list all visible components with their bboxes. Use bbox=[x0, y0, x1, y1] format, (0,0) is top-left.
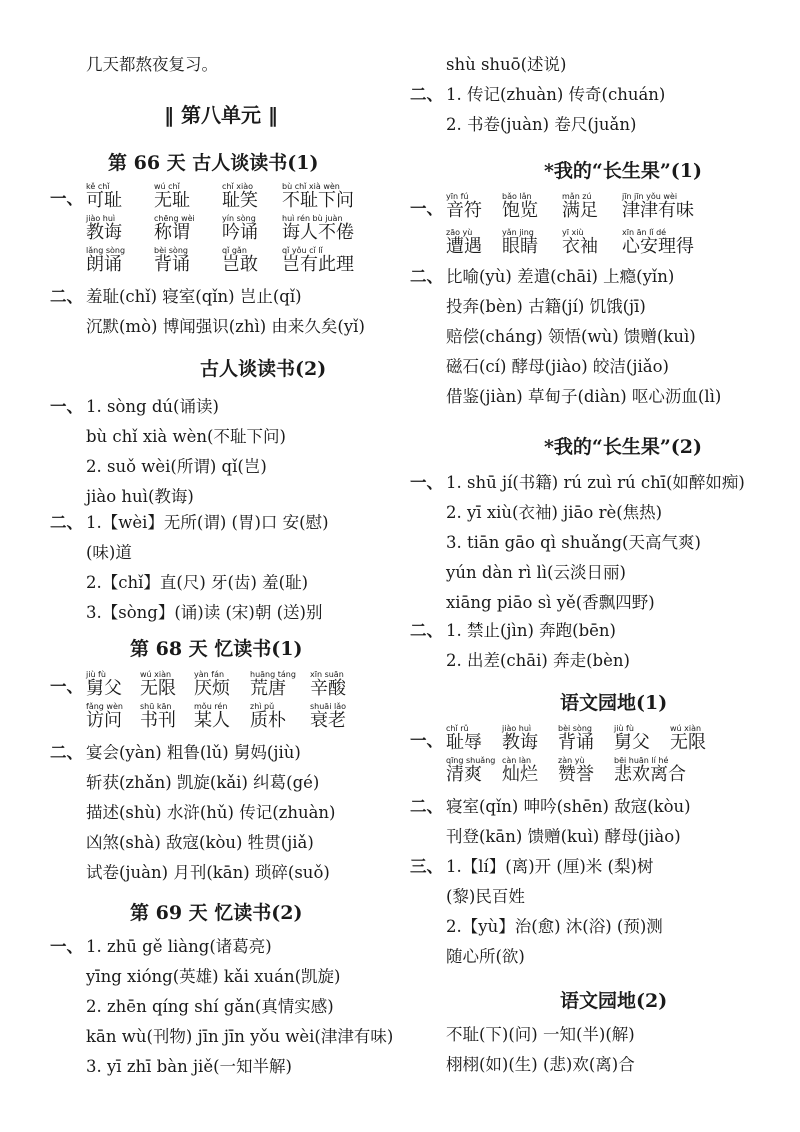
vocab-word: 岂有此理 bbox=[282, 254, 354, 275]
question-marker: 二、 bbox=[410, 797, 443, 816]
unit-title: ‖ 第八单元 ‖ bbox=[164, 103, 278, 127]
question-marker: 一、 bbox=[410, 473, 443, 492]
vocab-word: 清爽 bbox=[446, 764, 482, 785]
answer-line: jiào huì(教诲) bbox=[86, 487, 194, 506]
vocab-word: 吟诵 bbox=[222, 222, 258, 243]
question-marker: 二、 bbox=[50, 513, 83, 532]
answer-line: 投奔(bèn) 古籍(jí) 饥饿(jī) bbox=[446, 297, 646, 316]
pinyin-annotation: yín sòng bbox=[222, 214, 256, 223]
pinyin-annotation: bèi sòng bbox=[154, 246, 188, 255]
pinyin-annotation: mǒu rén bbox=[194, 702, 228, 711]
top-line: 几天都熬夜复习。 bbox=[86, 55, 218, 74]
answer-line: 随心所(欲) bbox=[446, 947, 525, 966]
question-marker: 一、 bbox=[410, 199, 443, 218]
answer-line: 描述(shù) 水浒(hǔ) 传记(zhuàn) bbox=[86, 803, 336, 822]
answer-line: 斩获(zhǎn) 凯旋(kǎi) 纠葛(gé) bbox=[86, 773, 320, 792]
vocab-word: 背诵 bbox=[154, 254, 190, 275]
vocab-word: 心安理得 bbox=[622, 236, 694, 257]
pinyin-annotation: yǎn jing bbox=[502, 228, 534, 237]
pinyin-annotation: qǐ gǎn bbox=[222, 246, 247, 255]
pinyin-annotation: wú chǐ bbox=[154, 182, 180, 191]
question-marker: 一、 bbox=[50, 677, 83, 696]
vocab-word: 无限 bbox=[670, 732, 706, 753]
pinyin-annotation: xīn ān lǐ dé bbox=[622, 228, 667, 237]
section-heading: 第 68 天 忆读书(1) bbox=[130, 638, 303, 660]
vocab-word: 荒唐 bbox=[250, 678, 286, 699]
pinyin-annotation: qīng shuǎng bbox=[446, 756, 496, 765]
vocab-word: 赞誉 bbox=[558, 764, 594, 785]
vocab-word: 教诲 bbox=[86, 222, 122, 243]
section-heading: 古人谈读书(2) bbox=[200, 358, 327, 380]
answer-line: 2. 书卷(juàn) 卷尺(juǎn) bbox=[446, 115, 637, 134]
pinyin-annotation: zāo yù bbox=[446, 228, 473, 237]
answer-line: 凶煞(shà) 敌寇(kòu) 牲贯(jiǎ) bbox=[86, 833, 314, 852]
answer-line: 沉默(mò) 博闻强识(zhì) 由来久矣(yǐ) bbox=[86, 317, 365, 336]
answer-line: 1.【wèi】无所(谓) (胃)口 安(慰) bbox=[86, 513, 329, 532]
pinyin-annotation: bǎo lǎn bbox=[502, 192, 532, 201]
pinyin-annotation: kě chǐ bbox=[86, 182, 110, 191]
top-line: shù shuō(述说) bbox=[446, 55, 567, 74]
vocab-word: 悲欢离合 bbox=[614, 764, 686, 785]
question-marker: 二、 bbox=[50, 743, 83, 762]
section-heading: 第 66 天 古人谈读书(1) bbox=[108, 152, 319, 174]
question-marker: 二、 bbox=[50, 287, 83, 306]
vocab-word: 岂敢 bbox=[222, 254, 258, 275]
answer-line: 3.【sòng】(诵)读 (宋)朝 (送)别 bbox=[86, 603, 323, 622]
answer-line: 寝室(qǐn) 呻吟(shēn) 敌寇(kòu) bbox=[446, 797, 691, 816]
answer-line: 2. 出差(chāi) 奔走(bèn) bbox=[446, 651, 630, 670]
answer-line: 比喻(yù) 差遣(chāi) 上瘾(yǐn) bbox=[446, 267, 675, 286]
pinyin-annotation: bèi sòng bbox=[558, 724, 592, 733]
vocab-word: 无耻 bbox=[154, 190, 190, 211]
answer-line: yún dàn rì lì(云淡日丽) bbox=[446, 563, 626, 582]
answer-line: 宴会(yàn) 粗鲁(lǔ) 舅妈(jiù) bbox=[86, 743, 301, 762]
answer-line: 赔偿(cháng) 领悟(wù) 馈赠(kuì) bbox=[446, 327, 696, 346]
answer-line: 2.【chǐ】直(尺) 牙(齿) 羞(耻) bbox=[86, 573, 309, 592]
question-marker: 二、 bbox=[410, 85, 443, 104]
answer-line: (味)道 bbox=[86, 543, 132, 562]
section-heading: 语文园地(2) bbox=[560, 990, 668, 1012]
pinyin-annotation: yī xiù bbox=[562, 228, 584, 237]
vocab-word: 眼睛 bbox=[502, 236, 538, 257]
pinyin-annotation: shuāi lǎo bbox=[310, 702, 346, 711]
answer-line: 1. zhū gě liàng(诸葛亮) bbox=[86, 937, 272, 956]
vocab-word: 教诲 bbox=[502, 732, 538, 753]
vocab-word: 舅父 bbox=[86, 678, 122, 699]
pinyin-annotation: fǎng wèn bbox=[86, 702, 123, 711]
answer-line: 2. yī xiù(衣袖) jiāo rè(焦热) bbox=[446, 503, 663, 522]
answer-line: 2. suǒ wèi(所谓) qǐ(岂) bbox=[86, 457, 267, 476]
pinyin-annotation: jiào huì bbox=[86, 214, 116, 223]
answer-line: 2.【yù】治(愈) 沐(浴) (预)测 bbox=[446, 917, 663, 936]
vocab-word: 耻辱 bbox=[446, 732, 482, 753]
vocab-word: 衣袖 bbox=[562, 236, 598, 257]
answer-line: 1. 传记(zhuàn) 传奇(chuán) bbox=[446, 85, 666, 104]
question-marker: 二、 bbox=[410, 267, 443, 286]
question-marker: 一、 bbox=[50, 937, 83, 956]
vocab-word: 遭遇 bbox=[446, 236, 482, 257]
answer-line: 试卷(juàn) 月刊(kān) 琐碎(suǒ) bbox=[86, 863, 330, 882]
answer-line: bù chǐ xià wèn(不耻下问) bbox=[86, 427, 286, 446]
vocab-word: 诲人不倦 bbox=[282, 222, 354, 243]
pinyin-annotation: wú xiàn bbox=[670, 724, 702, 733]
pinyin-annotation: bù chǐ xià wèn bbox=[282, 182, 340, 191]
vocab-word: 耻笑 bbox=[222, 190, 258, 211]
vocab-word: 饱览 bbox=[502, 200, 538, 221]
section-heading: *我的“长生果”(2) bbox=[544, 436, 702, 458]
question-marker: 一、 bbox=[50, 397, 83, 416]
pinyin-annotation: chēng wèi bbox=[154, 214, 195, 223]
pinyin-annotation: huāng táng bbox=[250, 670, 296, 679]
vocab-word: 背诵 bbox=[558, 732, 594, 753]
answer-line: 1. sòng dú(诵读) bbox=[86, 397, 219, 416]
question-marker: 一、 bbox=[410, 731, 443, 750]
answer-line: 栩栩(如)(生) (悲)欢(离)合 bbox=[446, 1055, 635, 1074]
vocab-word: 书刊 bbox=[140, 710, 176, 731]
answer-line: 磁石(cí) 酵母(jiào) 皎洁(jiǎo) bbox=[446, 357, 669, 376]
pinyin-annotation: xīn suān bbox=[310, 670, 344, 679]
answer-line: 3. yī zhī bàn jiě(一知半解) bbox=[86, 1057, 292, 1076]
pinyin-annotation: zàn yù bbox=[558, 756, 585, 765]
answer-line: 2. zhēn qíng shí gǎn(真情实感) bbox=[86, 997, 334, 1016]
pinyin-annotation: chǐ xiào bbox=[222, 182, 253, 191]
answer-line: 1. 禁止(jìn) 奔跑(bēn) bbox=[446, 621, 616, 640]
pinyin-annotation: jiào huì bbox=[502, 724, 532, 733]
section-heading: 语文园地(1) bbox=[560, 692, 668, 714]
pinyin-annotation: wú xiàn bbox=[140, 670, 172, 679]
vocab-word: 厌烦 bbox=[194, 678, 230, 699]
pinyin-annotation: shū kān bbox=[140, 702, 172, 711]
pinyin-annotation: jiù fù bbox=[614, 724, 634, 733]
pinyin-annotation: qǐ yǒu cǐ lǐ bbox=[282, 246, 323, 255]
vocab-word: 称谓 bbox=[154, 222, 190, 243]
section-heading: *我的“长生果”(1) bbox=[544, 160, 702, 182]
section-heading: 第 69 天 忆读书(2) bbox=[130, 902, 303, 924]
answer-line: 不耻(下)(问) 一知(半)(解) bbox=[446, 1025, 635, 1044]
answer-line: 3. tiān gāo qì shuǎng(天高气爽) bbox=[446, 533, 701, 552]
pinyin-annotation: yàn fán bbox=[194, 670, 225, 679]
answer-line: 刊登(kān) 馈赠(kuì) 酵母(jiào) bbox=[446, 827, 681, 846]
pinyin-annotation: càn làn bbox=[502, 756, 532, 765]
answer-line: xiāng piāo sì yě(香飘四野) bbox=[446, 593, 655, 612]
pinyin-annotation: huì rén bù juàn bbox=[282, 214, 343, 223]
pinyin-annotation: jīn jīn yǒu wèi bbox=[622, 192, 678, 201]
vocab-word: 某人 bbox=[194, 710, 230, 731]
vocab-word: 灿烂 bbox=[502, 764, 538, 785]
pinyin-annotation: mǎn zú bbox=[562, 192, 592, 201]
answer-line: yīng xióng(英雄) kǎi xuán(凯旋) bbox=[86, 967, 341, 986]
pinyin-annotation: bēi huān lí hé bbox=[614, 756, 669, 765]
pinyin-annotation: zhì pǔ bbox=[250, 702, 275, 711]
pinyin-annotation: chǐ rǔ bbox=[446, 724, 469, 733]
vocab-word: 舅父 bbox=[614, 732, 650, 753]
question-marker: 一、 bbox=[50, 189, 83, 208]
vocab-word: 朗诵 bbox=[86, 254, 122, 275]
answer-line: 1.【lí】(离)开 (厘)米 (梨)树 bbox=[446, 857, 654, 876]
vocab-word: 音符 bbox=[446, 200, 482, 221]
vocab-word: 可耻 bbox=[86, 190, 122, 211]
pinyin-annotation: yīn fú bbox=[446, 192, 469, 201]
answer-line: 1. shū jí(书籍) rú zuì rú chī(如醉如痴) bbox=[446, 473, 745, 492]
answer-line: 羞耻(chǐ) 寝室(qǐn) 岂止(qǐ) bbox=[86, 287, 302, 306]
vocab-word: 辛酸 bbox=[310, 678, 346, 699]
question-marker: 二、 bbox=[410, 621, 443, 640]
vocab-word: 无限 bbox=[140, 678, 176, 699]
vocab-word: 衰老 bbox=[310, 710, 346, 731]
answer-line: kān wù(刊物) jīn jīn yǒu wèi(津津有味) bbox=[86, 1027, 394, 1046]
answer-line: 借鉴(jiàn) 草甸子(diàn) 呕心沥血(lì) bbox=[446, 387, 722, 406]
answer-line: (黎)民百姓 bbox=[446, 887, 525, 906]
pinyin-annotation: jiù fù bbox=[86, 670, 106, 679]
vocab-word: 津津有味 bbox=[622, 200, 694, 221]
vocab-word: 不耻下问 bbox=[282, 190, 354, 211]
vocab-word: 质朴 bbox=[250, 710, 286, 731]
vocab-word: 访问 bbox=[86, 710, 122, 731]
question-marker: 三、 bbox=[410, 857, 443, 876]
vocab-word: 满足 bbox=[562, 200, 598, 221]
pinyin-annotation: lǎng sòng bbox=[86, 246, 126, 255]
